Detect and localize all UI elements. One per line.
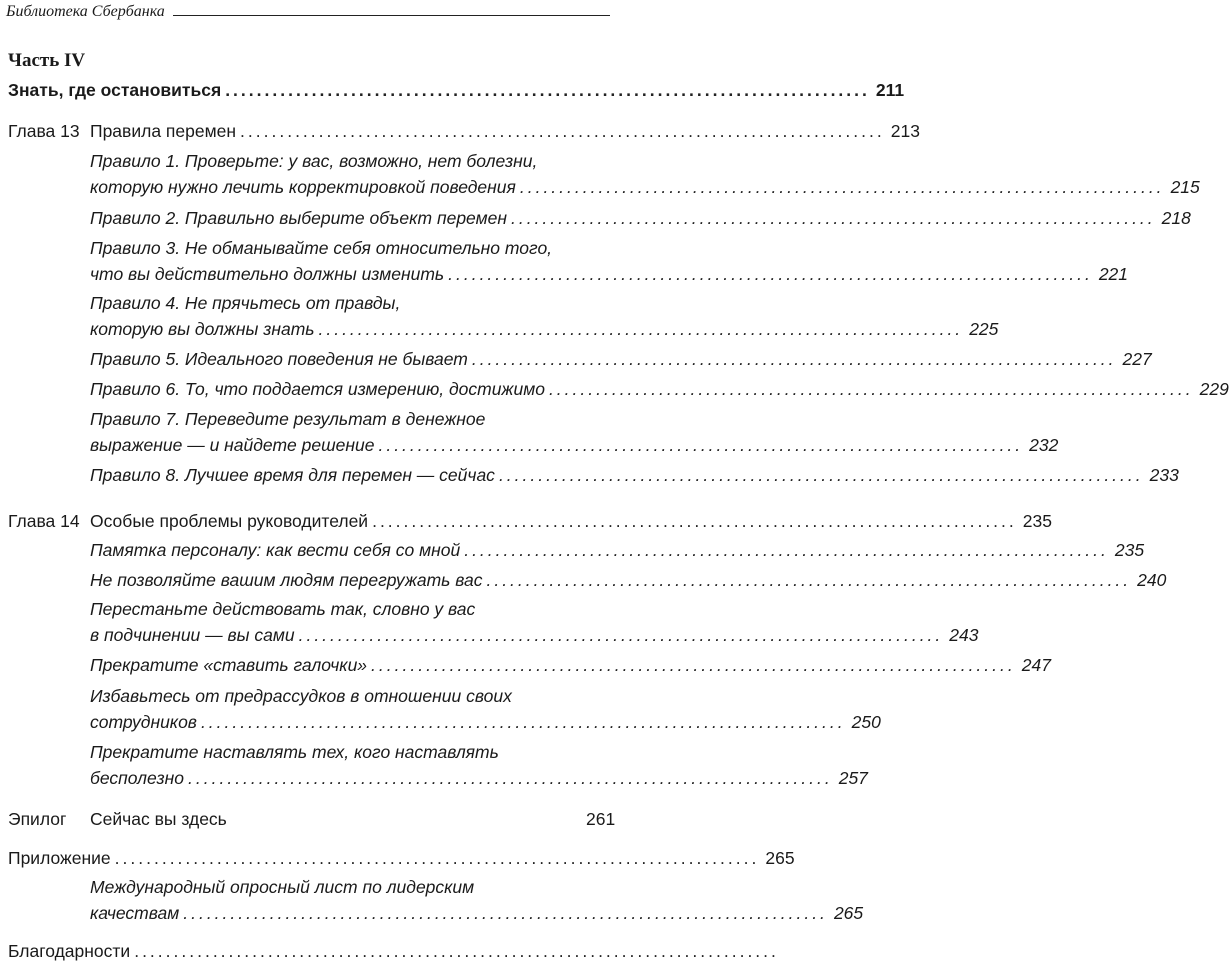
item-title-line2: которую нужно лечить корректировкой поведения — [90, 177, 516, 197]
leader-dots: .................................................................................. — [548, 379, 1194, 399]
page-number: 221 — [1098, 264, 1129, 284]
item-title-line2: сотрудников — [90, 712, 197, 732]
item-title: Правило 6. То, что поддается измерению, достижимо — [90, 379, 545, 399]
item-title: Правило 8. Лучшее время для перемен — сейчас — [90, 465, 495, 485]
leader-dots: .................................................................................. — [225, 80, 870, 100]
part-label: Часть IV — [8, 50, 86, 71]
page-number: 215 — [1170, 177, 1200, 197]
chapter-title: Особые проблемы руководителей — [90, 511, 369, 531]
leader-dots: .................................................................................. — [464, 540, 1109, 560]
page-number: 257 — [838, 768, 868, 788]
item-title: Не позволяйте вашим людям перегружать вас — [90, 570, 483, 590]
page-number: 261 — [586, 809, 616, 829]
item-title-line2: что вы действительно должны изменить — [90, 264, 445, 284]
leader-dots: .................................................................................. — [134, 941, 779, 961]
item-title-line2: выражение — и найдете решение — [90, 435, 375, 455]
page-number: 227 — [1122, 349, 1152, 369]
page-number: 232 — [1029, 435, 1059, 455]
leader-dots: .................................................................................. — [318, 319, 964, 339]
item-title-line2: бесполезно — [90, 768, 185, 788]
running-header — [6, 0, 610, 24]
leader-dots: .................................................................................. — [378, 435, 1024, 455]
item-title-line1: Правило 1. Проверьте: у вас, возможно, нет болезни, — [90, 151, 538, 171]
item-title-line1: Избавьтесь от предрассудков в отношении своих — [90, 686, 512, 706]
leader-dots: .................................................................................. — [240, 121, 885, 141]
item-title: Правило 2. Правильно выберите объект перемен — [90, 208, 507, 228]
leader-dots: .................................................................................. — [519, 177, 1165, 197]
leader-dots: .................................................................................. — [448, 264, 1093, 284]
leader-dots: .................................................................................. — [371, 655, 1016, 675]
leader-dots: .................................................................................. — [510, 208, 1156, 228]
header-rule — [173, 15, 610, 16]
chapter-label: Эпилог — [8, 809, 67, 829]
page-number: 247 — [1021, 655, 1051, 675]
item-title: Прекратите «ставить галочки» — [90, 655, 368, 675]
chapter-label: Глава 14 — [8, 511, 80, 531]
leader-dots: .................................................................................. — [471, 349, 1117, 369]
page-number: 243 — [949, 625, 979, 645]
acknowledgements-title: Благодарности — [8, 941, 131, 961]
page-number: 235 — [1022, 511, 1052, 531]
item-title-line1: Международный опросный лист по лидерским — [90, 877, 475, 897]
page-number: 240 — [1137, 570, 1167, 590]
item-title-line1: Прекратите наставлять тех, кого наставлять — [90, 742, 499, 762]
item-title-line2: качествам — [90, 903, 180, 923]
item-title-line1: Правило 3. Не обманывайте себя относительно того, — [90, 238, 553, 258]
leader-dots: .................................................................................. — [486, 570, 1132, 590]
item-title-line1: Правило 4. Не прячьтесь от правды, — [90, 293, 401, 313]
leader-dots: .................................................................................. — [200, 712, 846, 732]
header-title: Библиотека Сбербанка — [6, 3, 165, 20]
page-number: 211 — [875, 80, 905, 100]
leader-dots: .................................................................................. — [298, 625, 944, 645]
leader-dots: .................................................................................. — [372, 511, 1017, 531]
chapter-label: Глава 13 — [8, 121, 80, 141]
item-title: Памятка персоналу: как вести себя со мной — [90, 540, 461, 560]
chapter-title: Правила перемен — [90, 121, 237, 141]
page-number: 250 — [851, 712, 881, 732]
leader-dots: .................................................................................. — [114, 848, 760, 868]
item-title-line1: Правило 7. Переведите результат в денежное — [90, 409, 486, 429]
leader-dots: .................................................................................. — [188, 768, 833, 788]
item-title-line2: в подчинении — вы сами — [90, 625, 295, 645]
item-title-line2: которую вы должны знать — [90, 319, 315, 339]
page-number: 229 — [1199, 379, 1229, 399]
appendix-title: Приложение — [8, 848, 111, 868]
page-number: 213 — [890, 121, 920, 141]
chapter-title: Сейчас вы здесь — [90, 809, 227, 829]
section-title: Знать, где остановиться — [8, 80, 222, 100]
leader-dots: .................................................................................. — [183, 903, 828, 923]
item-title: Правило 5. Идеального поведения не бывает — [90, 349, 468, 369]
leader-dots: .................................................................................. — [498, 465, 1144, 485]
page-number: 218 — [1161, 208, 1191, 228]
page-number: 225 — [969, 319, 999, 339]
page-number: 265 — [765, 848, 795, 868]
page-number: 233 — [1149, 465, 1179, 485]
item-title-line1: Перестаньте действовать так, словно у вас — [90, 599, 476, 619]
page-number: 235 — [1114, 540, 1145, 560]
page-number: 265 — [833, 903, 864, 923]
